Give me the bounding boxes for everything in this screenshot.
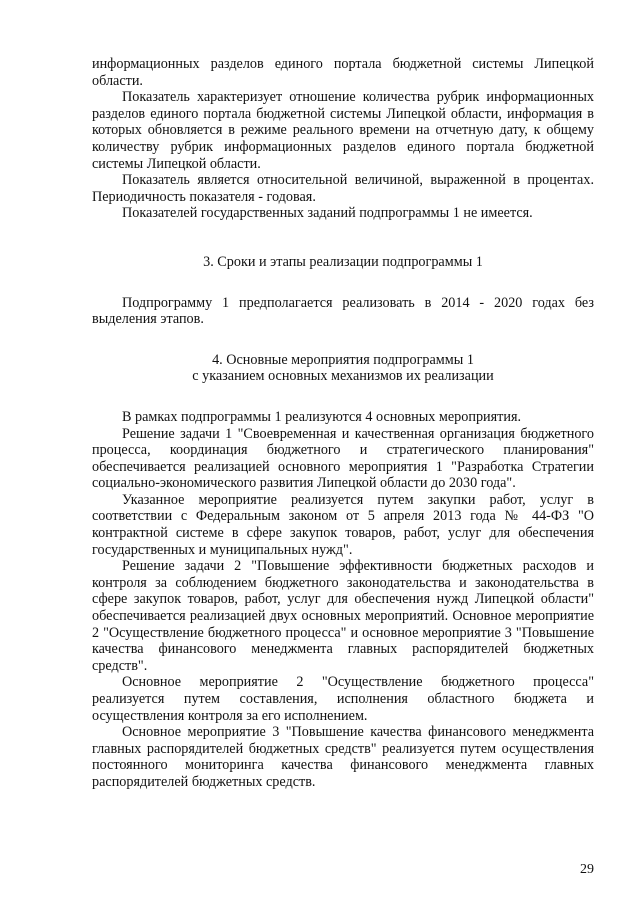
- section-4-paragraph: Решение задачи 1 "Своевременная и качественная организация бюджетного процесса, координация бюджетного и стратегического планирования" обеспечивается реализацией основного мероприятия 1 "Разработка Стратегии социально-экономического развития Липецкой области до 2030 года".: [92, 425, 594, 492]
- section-4-heading-line2: с указанием основных механизмов их реализации: [192, 368, 494, 385]
- section-3-text: Подпрограмму 1 предполагается реализовать в 2014 - 2020 годах без выделения этапов.: [92, 294, 594, 328]
- section-4-paragraph: Основное мероприятие 2 "Осуществление бюджетного процесса" реализуется путем составления, исполнения областного бюджета и осуществления контроля за его исполнением.: [92, 674, 594, 724]
- document-page: [92, 56, 594, 791]
- page-number: 29: [580, 862, 594, 877]
- section-4-paragraph: Решение задачи 2 "Повышение эффективности бюджетных расходов и контроля за соблюдением бюджетного законодательства и законодательства в сфере закупок товаров, работ, услуг для обеспечения нужд Липецкой области" обеспечивается реализацией двух основных мероприятий. Основное мероприятие 2 "Осуществление бюджетного процесса" и основное мероприятие 3 "Повышение качества финансового менеджмента главных распорядителей бюджетных средств".: [92, 558, 594, 674]
- section-4-paragraph: Указанное мероприятие реализуется путем закупки работ, услуг в соответствии с Федеральным законом от 5 апреля 2013 года № 44-ФЗ "О контрактной системе в сфере закупок товаров, работ, услуг для обеспечения государственных и муниципальных нужд".: [92, 491, 594, 558]
- section-4-heading-line1: 4. Основные мероприятия подпрограммы 1: [212, 351, 474, 368]
- paragraph-indicator-definition: Показатель характеризует отношение количества рубрик информационных разделов единого портала бюджетной системы Липецкой области, информация в которых обновляется в режиме реального времени на отчетную дату, к общему количеству рубрик информационных разделов единого портала бюджетной системы Липецкой области.: [92, 89, 594, 172]
- paragraph-indicator-periodicity: Показатель является относительной величиной, выраженной в процентах. Периодичность показателя - годовая.: [92, 172, 594, 205]
- section-4-paragraph: Основное мероприятие 3 "Повышение качества финансового менеджмента главных распорядителей бюджетных средств" реализуется путем осуществления постоянного мониторинга качества финансового менеджмента главных распорядителей бюджетных средств.: [92, 724, 594, 790]
- paragraph-continuation: информационных разделов единого портала бюджетной системы Липецкой области.: [92, 56, 594, 89]
- section-4-paragraph: В рамках подпрограммы 1 реализуются 4 основных мероприятия.: [122, 408, 522, 425]
- paragraph-state-tasks: Показателей государственных заданий подпрограммы 1 не имеется.: [122, 205, 533, 222]
- section-3-heading: 3. Сроки и этапы реализации подпрограммы 1: [203, 253, 483, 270]
